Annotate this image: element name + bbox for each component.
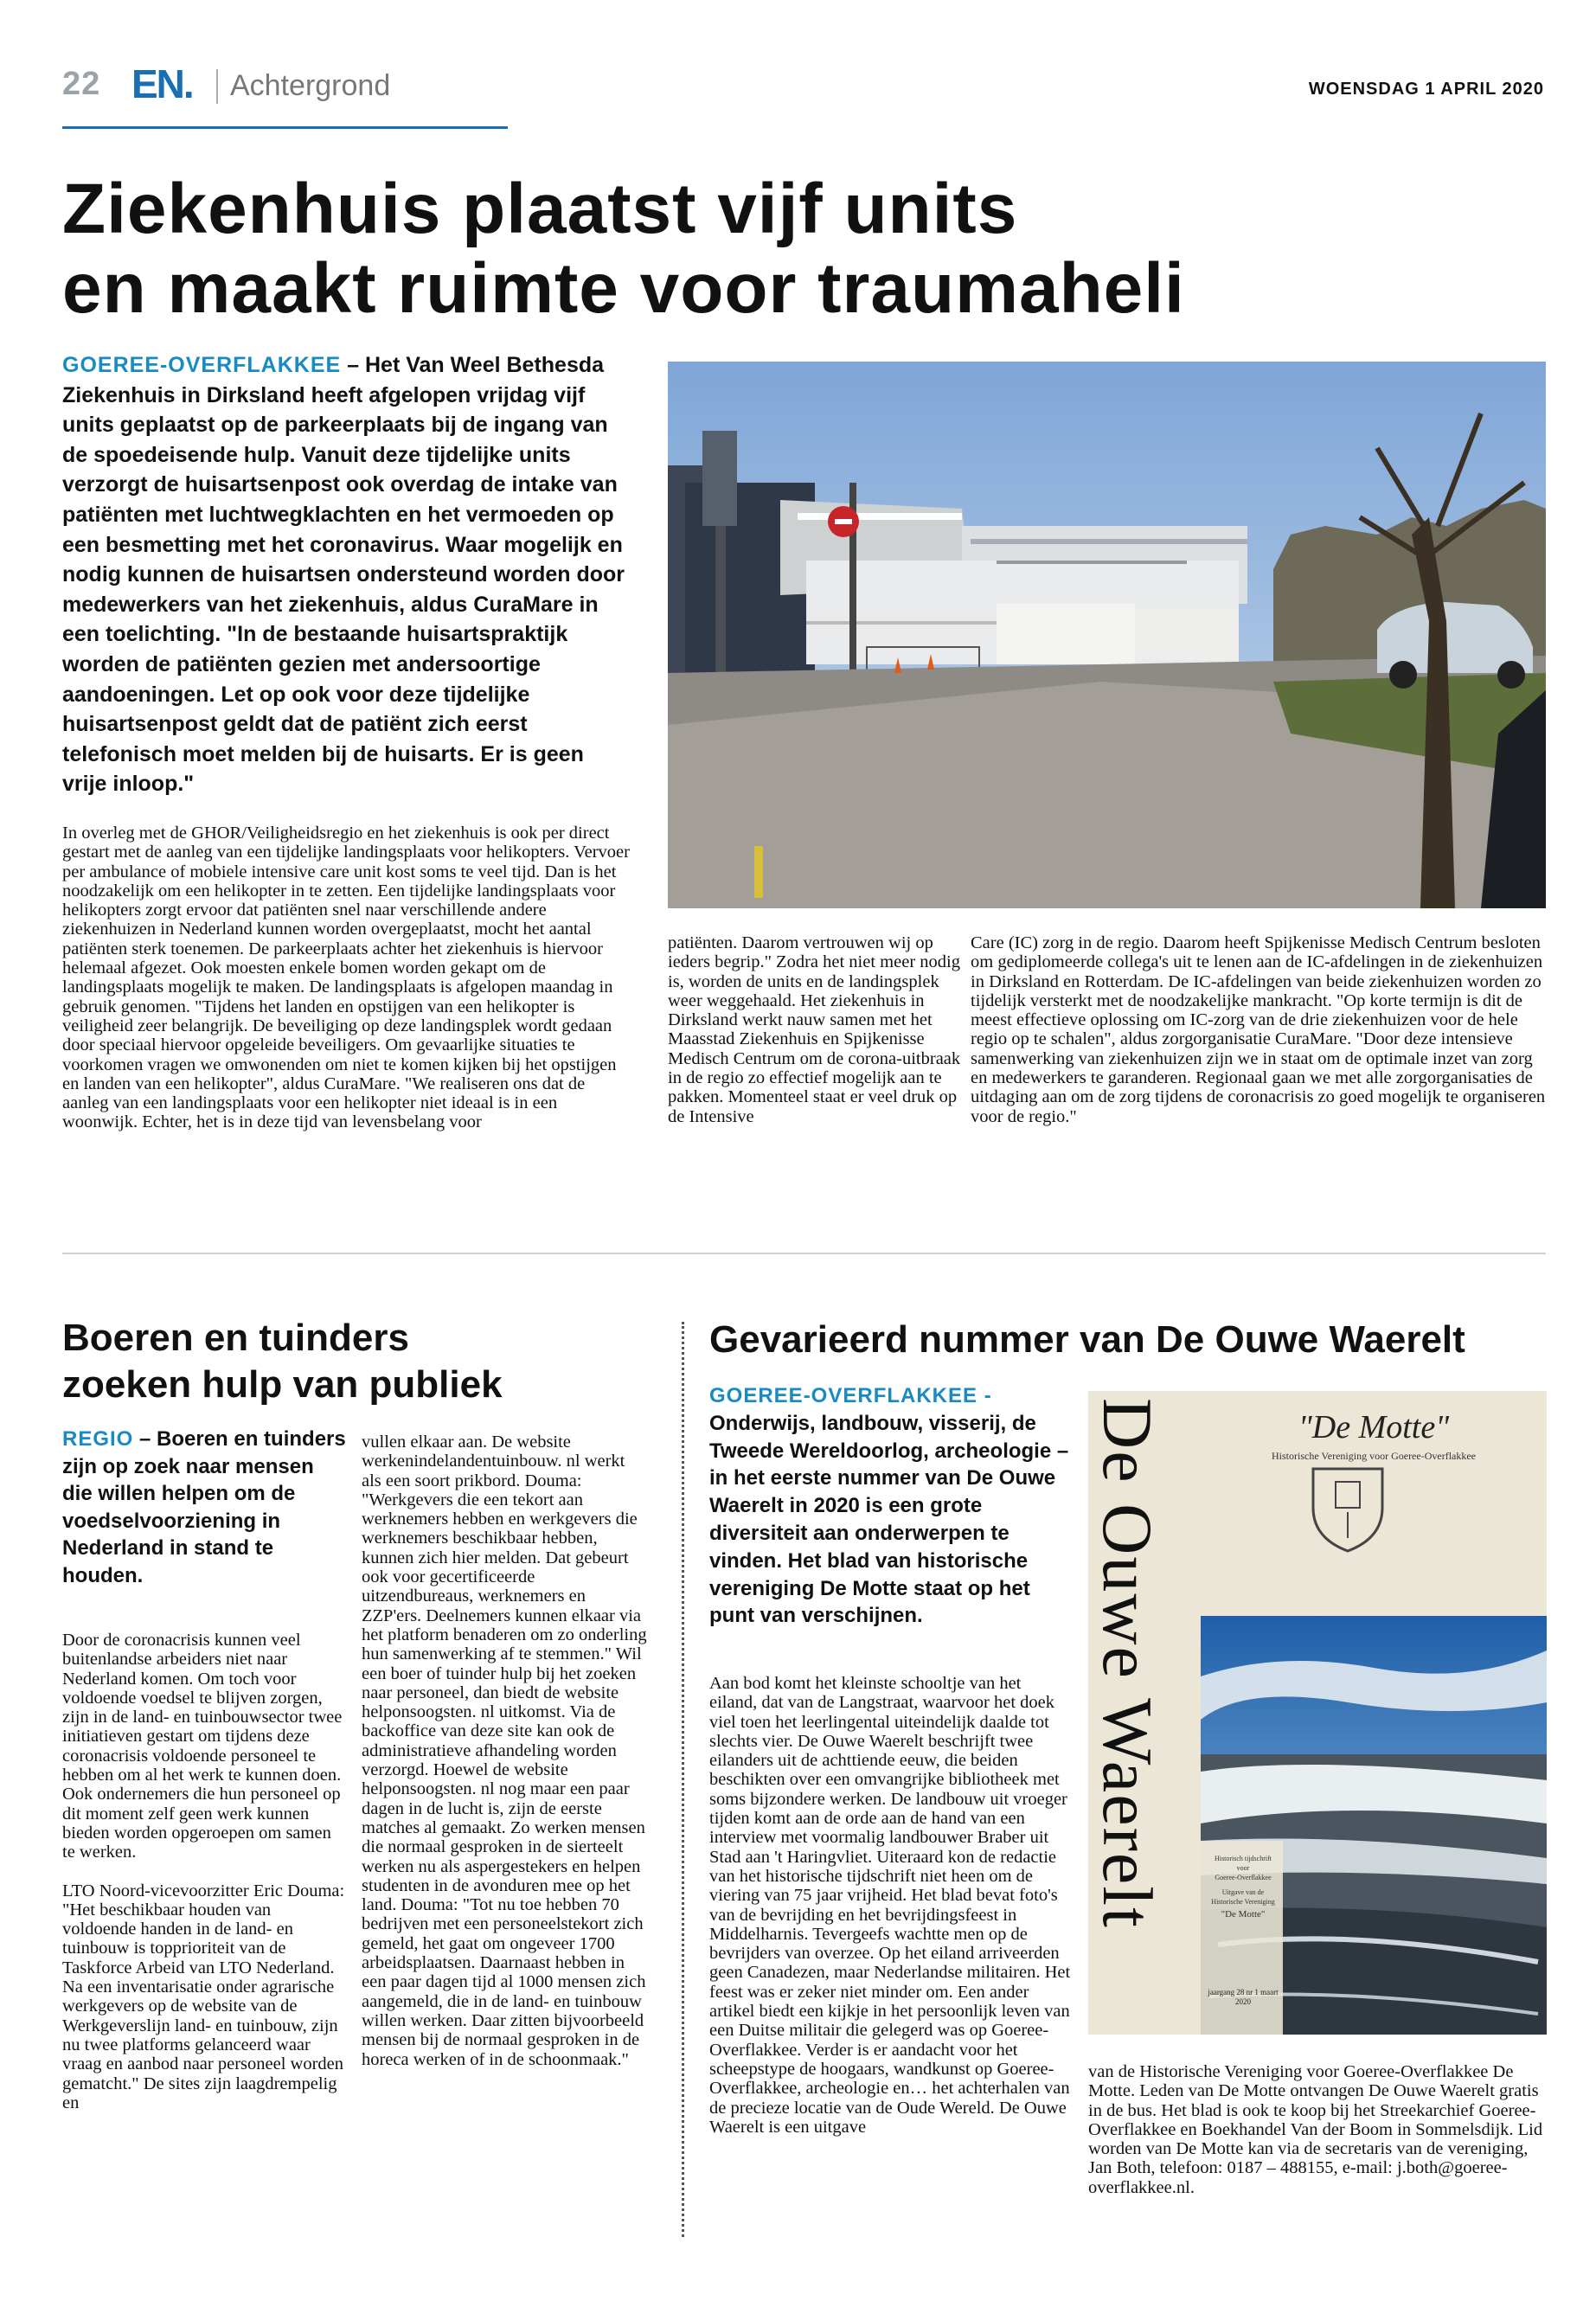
boeren-intro xyxy=(62,1426,348,1590)
section-rule xyxy=(62,1253,1546,1254)
section-label: Achtergrond xyxy=(230,69,391,102)
cover-small-text-6: "De Motte" xyxy=(1221,1909,1266,1920)
ouwe-intro-text: Onderwijs, landbouw, visserij, de Tweede Wereldoorlog, archeologie – in het eerste nummer van De Ouwe Waerelt in 2020 is een grote diversiteit aan onderwerpen te vinden. Het blad van historische vereniging De Motte staat op het punt van verschijnen. xyxy=(709,1411,1069,1628)
boeren-col1-paragraph-2: LTO Noord-vicevoorzitter Eric Douma: "Het beschikbaar houden van voldoende handen in de land- en tuinbouw is topprioriteit van de Taskforce Arbeid van LTO Nederland. Na een inventarisatie onder agrarische werkgevers op de website van de Werkgeverslijn land- en tuinbouw, zijn nu twee platforms gelanceerd waar vraag en aanbod naar personeel worden gematcht." De sites zijn laagdrempelig en xyxy=(62,1881,345,2112)
magazine-cover-image xyxy=(1088,1391,1547,2035)
lead-intro xyxy=(62,350,633,799)
cover-society-title: "De Motte" xyxy=(1298,1409,1450,1445)
header-rule xyxy=(62,126,508,129)
ouwe-intro xyxy=(709,1382,1073,1630)
lead-body-col3: Care (IC) zorg in de regio. Daarom heeft Spijkenisse Medisch Centrum besloten om gediplomeerde collega's uit te lenen aan de IC-afdelingen in de ziekenhuizen in Dirksland en Rotterdam. De IC-afdelingen van beide ziekenhuizen worden zo tijdelijk versterkt met de noodzakelijke mankracht. "Op korte termijn is dit de meest effectieve oplossing om IC-zorg van de drie ziekenhuizen voor de hele regio op te schalen", aldus zorgorganisatie CuraMare. "Door deze intensieve samenwerking van ziekenhuizen zijn we in staat om de optimale inzet van zorg en medewerkers te garanderen. Regionaal gaan we met alle zorgorganisaties de uitdaging aan om de zorg tijdens de coronacrisis zo goed mogelijk te organiseren voor de regio." xyxy=(971,933,1546,1126)
cover-small-text-4: Uitgave van de xyxy=(1221,1888,1265,1896)
boeren-intro-text: – Boeren en tuinders zijn op zoek naar mensen die willen helpen om de voedselvoorziening in Nederland in stand te houden. xyxy=(62,1427,346,1587)
lead-intro-text: – Het Van Weel Bethesda Ziekenhuis in Dirksland heeft afgelopen vrijdag vijf units geplaatst op de parkeerplaats bij de ingang van de spoedeisende hulp. Vanuit deze tijdelijke units verzorgt de huisartsenpost ook overdag de intake van patiënten met luchtwegklachten en het vermoeden op een besmetting met het coronavirus. Waar mogelijk en nodig kunnen de huisartsen ondersteund worden door medewerkers van het ziekenhuis, aldus CuraMare in een toelichting. "In de bestaande huisartspraktijk worden de patiënten gezien met andersoortige aandoeningen. Let op ook voor deze tijdelijke huisartsenpost geldt dat de patiënt zich eerst telefonisch moet melden bij de huisarts. Er is geen vrije inloop." xyxy=(62,353,625,797)
lead-dateline: GOEREE-OVERFLAKKEE xyxy=(62,353,342,377)
main-headline xyxy=(62,170,1533,329)
ouwe-body-col2: van de Historische Vereniging voor Goeree-Overflakkee De Motte. Leden van De Motte ontvangen De Ouwe Waerelt gratis in de bus. Het blad is ook te koop bij het Streekarchief Goeree-Overflakkee en Boekhandel Van der Boom in Sommelsdijk. Lid worden van De Motte kan via de secretaris van de vereniging, Jan Both, telefoon: 0187 – 488155, e-mail: j.both@goeree-overflakkee.nl. xyxy=(1088,2062,1543,2197)
cover-small-text xyxy=(1204,1854,1282,1920)
cover-vertical-title: De Ouwe Waerelt xyxy=(1088,1398,1167,1929)
cover-small-text-2: voor xyxy=(1236,1864,1250,1872)
hospital-parking-photo xyxy=(668,362,1546,908)
lead-body-col2: patiënten. Daarom vertrouwen wij op ieders begrip." Zodra het niet meer nodig is, worden de units en de landingsplek weer weggehaald. Het ziekenhuis in Dirksland werkt nauw samen met het Maasstad Ziekenhuis en Spijkenisse Medisch Centrum om de corona-uitbraak in de regio zo effectief mogelijk aan te pakken. Momenteel staat er veel druk op de Intensive xyxy=(668,933,961,1126)
cover-society-subtitle: Historische Vereniging voor Goeree-Overflakkee xyxy=(1271,1450,1477,1462)
brand-logo: EN. xyxy=(131,61,193,106)
main-headline-line1: Ziekenhuis plaatst vijf units xyxy=(62,170,1018,248)
lead-body-col1: In overleg met de GHOR/Veiligheidsregio en het ziekenhuis is ook per direct gestart met de aanleg van een tijdelijke landingsplaats voor helikopters. Vervoer per ambulance of mobiele intensive care unit kost soms te veel tijd. Dan is het noodzakelijk om een helikopter in te zetten. Een tijdelijke landingsplaats voor helikopters zorgt ervoor dat patiënten snel naar verschillende andere ziekenhuizen in Nederland kunnen worden overgeplaatst, mocht het aantal patiënten sterk toenemen. De parkeerplaats achter het ziekenhuis is hiervoor helemaal afgezet. Ook moesten enkele bomen worden gekapt om de landingsplaats mogelijk te maken. De landingsplaats is afgelopen maandag in gebruik genomen. "Tijdens het landen en opstijgen van een helikopter is veiligheid zeer belangrijk. De beveiliging op deze landingsplek wordt gedaan door speciaal hiervoor opgeleide beveiligers. Om gevaarlijke situaties te voorkomen vragen we omwonenden om niet te komen kijken bij het opstijgen en landen van een helikopter", aldus CuraMare. "We realiseren ons dat de aanleg van een landingsplaats voor een helikopter niet ideaal is in een woonwijk. Echter, het is in deze tijd van levensbelang voor xyxy=(62,824,630,1132)
boeren-headline-line2: zoeken hulp van publiek xyxy=(62,1363,503,1406)
boeren-body-col2: vullen elkaar aan. De website werkenindelandentuinbouw. nl werkt als een soort prikbord. Douma: "Werkgevers die een tekort aan werknemers hebben en werkgevers die werknemers beschikbaar hebben, kunnen zich hier melden. Dat gebeurt ook voor gecertificeerde uitzendbureaus, werknemers en ZZP'ers. Deelnemers kunnen elkaar via het platform benaderen om zo onderling hun samenwerking af te stemmen." Wil een boer of tuinder hulp bij het zoeken naar personeel, dan biedt de website helponsoogsten. nl uitkomst. Via de backoffice van deze site kan ook de administratieve afhandeling worden verzorgd. Hoewel de website helponsoogsten. nl nog maar een paar dagen in de lucht is, zijn de eerste matches al gemaakt. Zo werken mensen die normaal gesproken in de sierteelt werken nu als aspergestekers en helpen studenten in de avonduren mee op het land. Douma: "Tot nu toe hebben 70 bedrijven met een personeelstekort zich gemeld, het gaat om ongeveer 1700 arbeidsplaatsen. Daarnaast hebben in een paar dagen tijd al 1000 mensen zich aangemeld, die in de land- en tuinbouw willen werken. Daar zitten bijvoorbeeld mensen bij de normaal gesproken in de horeca werken of in de schoonmaak." xyxy=(362,1433,647,2069)
boeren-body-col1 xyxy=(62,1631,348,2131)
column-divider xyxy=(682,1322,684,2237)
ouwe-body-col1: Aan bod komt het kleinste schooltje van het eiland, dat van de Langstraat, waarvoor het doek viel toen het leerlingental uiteindelijk daalde tot slechts vier. De Ouwe Waerelt beschrijft twee eilanders uit de achttiende eeuw, die beiden beschikten over een omvangrijke bibliotheek met soms bijzondere werken. De landbouw uit vroeger tijden komt aan de orde aan de hand van een interview met voormalig landbouwer Braber uit Stad aan 't Haringvliet. Uiteraard kon de redactie van het historische tijdschrift niet heen om de viering van 75 jaar vrijheid. Het blad bevat foto's van de bevrijding en het bevrijdingsfeest in Middelharnis. Tevergeefs wachtte men op de bevrijders van overzee. Op het eiland arriveerden geen Canadezen, maar Nederlandse militairen. Het feest was er zeker niet minder om. Een ander artikel biedt een kijkje in het persoonlijk leven van een Duitse militair die gelegerd was op Goeree-Overflakkee. Verder is er aandacht voor het scheepstype de hoogaars, wandkunst op Goeree-Overflakkee, archeologie en… het achterhalen van de precieze locatie van de Oude Wereld. De Ouwe Waerelt is een uitgave xyxy=(709,1674,1071,2137)
boeren-col1-paragraph-1: Door de coronacrisis kunnen veel buitenlandse arbeiders niet naar Nederland komen. Om toch voor voldoende voedsel te blijven zorgen, zijn in de land- en tuinbouwsector twee initiatieven gestart om tijdens deze coronacrisis voldoende personeel te hebben om al het werk te kunnen doen. Ook ondernemers die hun personeel op dit moment zelf geen werk kunnen bieden worden opgeroepen om samen te werken. xyxy=(62,1631,343,1862)
page-number: 22 xyxy=(62,66,101,102)
header-divider xyxy=(216,69,218,104)
cover-small-text-3: Goeree-Overflakkee xyxy=(1215,1874,1272,1881)
main-headline-line2: en maakt ruimte voor traumaheli xyxy=(62,249,1185,328)
cover-small-text-5: Historische Vereniging xyxy=(1211,1898,1275,1906)
cover-small-text-1: Historisch tijdschrift xyxy=(1215,1855,1272,1862)
ouwe-dateline: GOEREE-OVERFLAKKEE - xyxy=(709,1384,992,1407)
boeren-headline-line1: Boeren en tuinders xyxy=(62,1317,409,1359)
boeren-dateline: REGIO xyxy=(62,1427,134,1451)
boeren-headline xyxy=(62,1315,633,1408)
ouwe-headline: Gevarieerd nummer van De Ouwe Waerelt xyxy=(709,1318,1465,1361)
cover-issue-label: jaargang 28 nr 1 maart 2020 xyxy=(1208,1988,1279,2006)
header-date: WOENSDAG 1 APRIL 2020 xyxy=(1308,80,1544,99)
